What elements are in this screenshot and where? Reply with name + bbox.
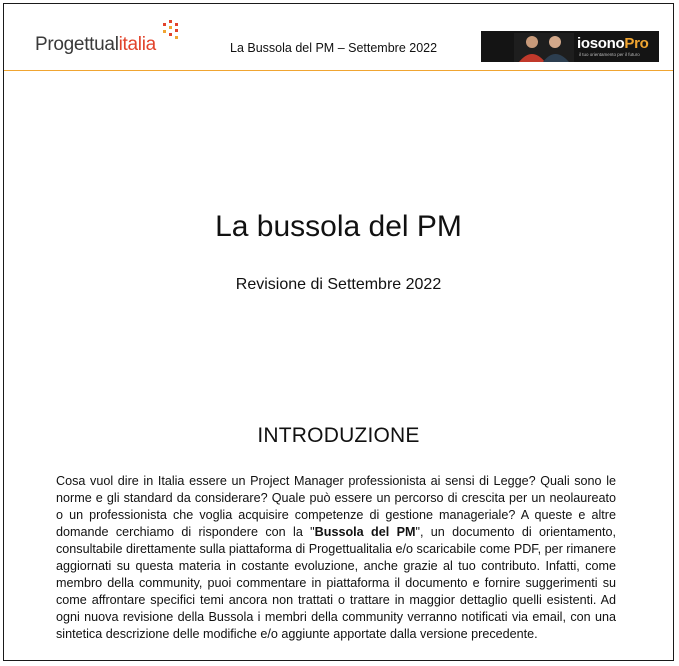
banner-tagline: il tuo orientamento per il futuro — [579, 52, 640, 57]
banner-brand: iosonoPro — [577, 35, 649, 52]
section-heading: INTRODUZIONE — [257, 424, 420, 447]
running-header-title: La Bussola del PM – Settembre 2022 — [230, 41, 438, 55]
intro-bold-term: Bussola del PM — [314, 524, 416, 539]
logo-mark-icon — [159, 20, 181, 42]
logo-wordmark: Progettualitalia — [35, 34, 156, 55]
intro-paragraph: Cosa vuol dire in Italia essere un Project Manager professionista ai sensi di Legge? Quali sono le norme e gli standard da considerare? Quale può essere un percorso di crescita per un neolaureato o un professionista che voglia acquisire competenze di gestione manageriale? A queste e altre domande cerchiamo di rispondere con la "Bussola del PM", un documento di orientamento, consultabile direttamente sulla piattaforma di Progettualitalia e/o scaricabile come PDF, per rimanere aggiornati su questa materia in costante evoluzione, anche grazie al tuo contributo. Infatti, come membro della community, puoi commentare in piattaforma il documento e fornire suggerimenti su come affrontare specifici temi ancora non trattati o trattare in maggior dettaglio quelli esistenti. Ad ogni nuova revisione della Bussola i membri della community verranno notificati via email, con una sintetica descrizione delle modifiche e/o aggiunte apportate dalla versione precedente. — [56, 473, 617, 641]
page-header — [4, 4, 673, 71]
document-revision: Revisione di Settembre 2022 — [235, 276, 442, 293]
people-photo-icon — [514, 33, 574, 62]
iosonopro-banner — [481, 31, 659, 62]
document-title: La bussola del PM — [215, 210, 462, 243]
progettualitalia-logo — [35, 18, 185, 60]
document-page — [3, 3, 674, 661]
